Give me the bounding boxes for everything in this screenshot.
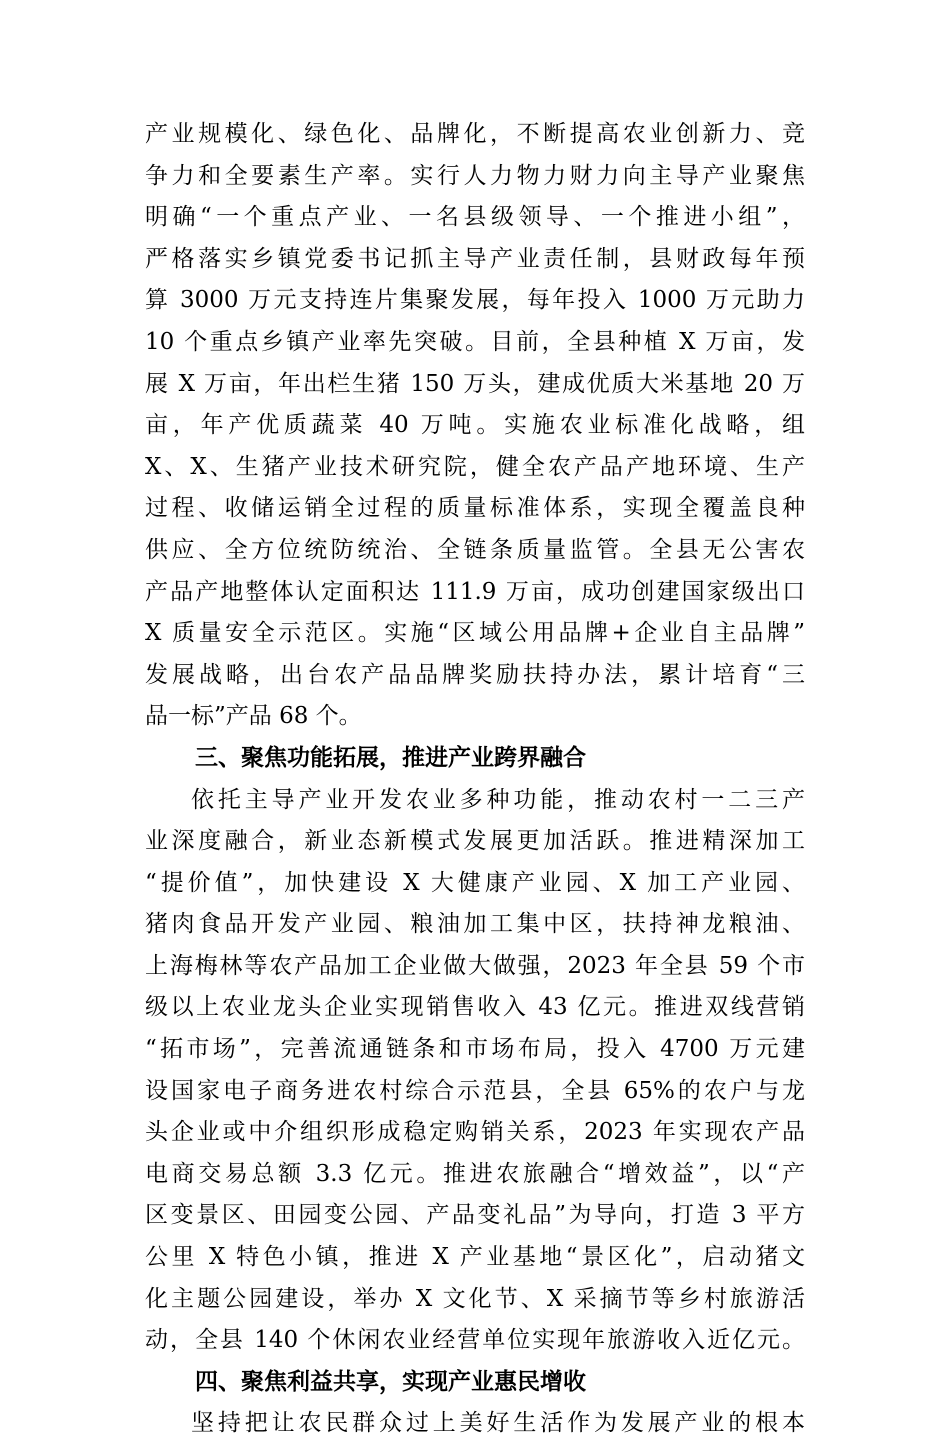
text-line: 公里 X 特色小镇，推进 X 产业基地“景区化”，启动猪文 (145, 1244, 805, 1271)
text-line: 供应、全方位统防统治、全链条质量监管。全县无公害农 (145, 536, 805, 563)
text-line: 化主题公园建设，举办 X 文化节、X 采摘节等乡村旅游活 (145, 1285, 805, 1312)
text-line: 上海梅林等农产品加工企业做大做强，2023 年全县 59 个市 (145, 952, 805, 979)
text-line: 明确“一个重点产业、一名县级领导、一个推进小组”， (145, 204, 805, 231)
text-line: 业深度融合，新业态新模式发展更加活跃。推进精深加工 (145, 828, 805, 855)
text-line: 产业规模化、绿色化、品牌化，不断提高农业创新力、竞 (145, 121, 805, 147)
paragraph-benefit-sharing (145, 1403, 805, 1445)
text-line: “拓市场”，完善流通链条和市场布局，投入 4700 万元建 (145, 1036, 805, 1063)
text-line: “提价值”，加快建设 X 大健康产业园、X 加工产业园、 (145, 869, 805, 896)
text-line: 电商交易总额 3.3 亿元。推进农旅融合“增效益”，以“产 (145, 1160, 805, 1187)
text-line: 品一标”产品 68 个。 (145, 703, 362, 730)
text-line: X、X、生猪产业技术研究院，健全农产品产地环境、生产 (145, 453, 805, 480)
text-line: 争力和全要素生产率。实行人力物力财力向主导产业聚焦 (145, 162, 805, 189)
text-line: 展 X 万亩，年出栏生猪 150 万头，建成优质大米基地 20 万 (145, 370, 805, 397)
text-line: 依托主导产业开发农业多种功能，推动农村一二三产 (191, 786, 805, 813)
text-line: 级以上农业龙头企业实现销售收入 43 亿元。推进双线营销 (145, 994, 805, 1021)
text-line: 区变景区、田园变公园、产品变礼品”为导向，打造 3 平方 (145, 1202, 805, 1229)
text-line: 10 个重点乡镇产业率先突破。目前，全县种植 X 万亩，发 (145, 328, 805, 355)
text-line: 猪肉食品开发产业园、粮油加工集中区，扶持神龙粮油、 (145, 911, 805, 938)
text-line: 设国家电子商务进农村综合示范县，全县 65%的农户与龙 (145, 1077, 805, 1104)
text-line: X 质量安全示范区。实施“区域公用品牌+企业自主品牌” (145, 620, 805, 647)
text-line: 头企业或中介组织形成稳定购销关系，2023 年实现农产品 (145, 1119, 805, 1146)
text-line: 发展战略，出台农产品品牌奖励扶持办法，累计培育“三 (145, 661, 805, 688)
text-line: 产品产地整体认定面积达 111.9 万亩，成功创建国家级出口 (145, 578, 805, 605)
text-line: 算 3000 万元支持连片集聚发展，每年投入 1000 万元助力 (145, 287, 805, 314)
text-line: 过程、收储运销全过程的质量标准体系，实现全覆盖良种 (145, 495, 805, 522)
section-heading-3: 三、聚焦功能拓展，推进产业跨界融合 (195, 744, 586, 771)
text-line: 严格落实乡镇党委书记抓主导产业责任制，县财政每年预 (145, 245, 805, 272)
paragraph-cross-industry-integration (145, 780, 805, 1362)
text-line: 动，全县 140 个休闲农业经营单位实现年旅游收入近亿元。 (145, 1327, 805, 1354)
document-body (145, 114, 805, 1445)
text-line: 亩，年产优质蔬菜 40 万吨。实施农业标准化战略，组 (145, 412, 805, 439)
section-heading-4: 四、聚焦利益共享，实现产业惠民增收 (195, 1368, 586, 1395)
text-line: 坚持把让农民群众过上美好生活作为发展产业的根本 (191, 1410, 805, 1437)
paragraph-industry-branding (145, 114, 805, 738)
